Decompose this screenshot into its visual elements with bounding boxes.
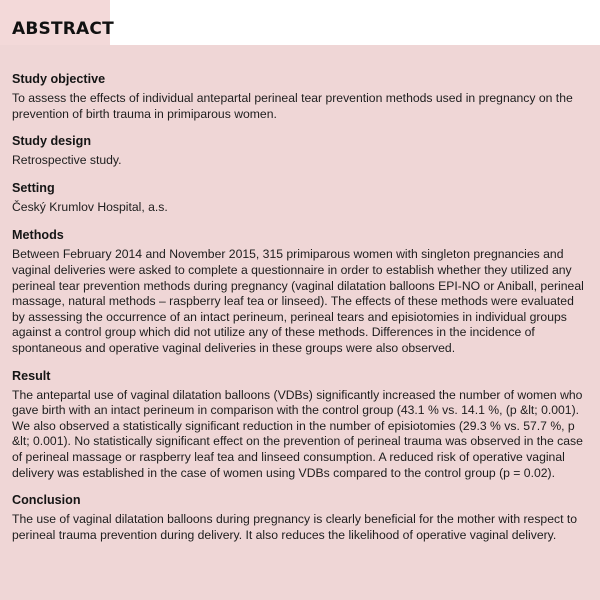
section-title: Methods (12, 228, 64, 243)
section-body: Retrospective study. (12, 153, 122, 168)
abstract-title: ABSTRACT (12, 19, 114, 39)
section-conclusion (12, 493, 588, 543)
section-study-objective (12, 72, 588, 122)
section-setting (12, 181, 588, 216)
section-body: The antepartal use of vaginal dilatation balloons (VDBs) significantly increased the number of women who gave birth with an intact perineum in comparison with the control group (43.1 % vs. 14.1 %, (p &lt; 0.001). We also observed a statistically significant reduction in the number of episiotomies (29.3 % vs. 57.7 %, p &lt; 0.001). No statistically significant effect on the prevention of perineal trauma was observed in the case of perineal massage or raspberry leaf tea and linseed consumption. A reduced risk of operative vaginal delivery was established in the case of women using VDBs compared to the control group (p = 0.02). (12, 387, 583, 480)
section-title: Conclusion (12, 493, 81, 508)
section-study-design (12, 134, 588, 169)
section-body: Český Krumlov Hospital, a.s. (12, 199, 168, 214)
section-title: Result (12, 368, 51, 383)
section-body: Between February 2014 and November 2015, 315 primiparous women with singleton pregnancies and vaginal deliveries were asked to complete a questionnaire in order to establish whether they utilized any perineal tear prevention methods during pregnancy (vaginal dilatation balloons EPI-NO or Aniball, perineal massage, natural methods – raspberry leaf tea or linseed). The effects of these methods were evaluated by assessing the occurrence of an intact perineum, perineal tears and episiotomies in individual groups against a control group which did not utilize any of these methods. Differences in the incidence of spontaneous and operative vaginal deliveries in these groups were also observed. (12, 247, 584, 355)
abstract-panel (0, 45, 600, 600)
section-title: Study objective (12, 72, 106, 86)
section-body: To assess the effects of individual antepartal perineal tear prevention methods used in pregnancy on the prevention of birth trauma in primiparous women. (12, 91, 573, 121)
section-body: The use of vaginal dilatation balloons during pregnancy is clearly beneficial for the mother with respect to perineal trauma prevention during delivery. It also reduces the likelihood of operative vaginal delivery. (12, 512, 578, 542)
section-title: Setting (12, 180, 55, 195)
section-title: Study design (12, 134, 92, 149)
section-result (12, 369, 588, 482)
section-methods (12, 228, 588, 356)
abstract-header-tab (0, 0, 114, 45)
